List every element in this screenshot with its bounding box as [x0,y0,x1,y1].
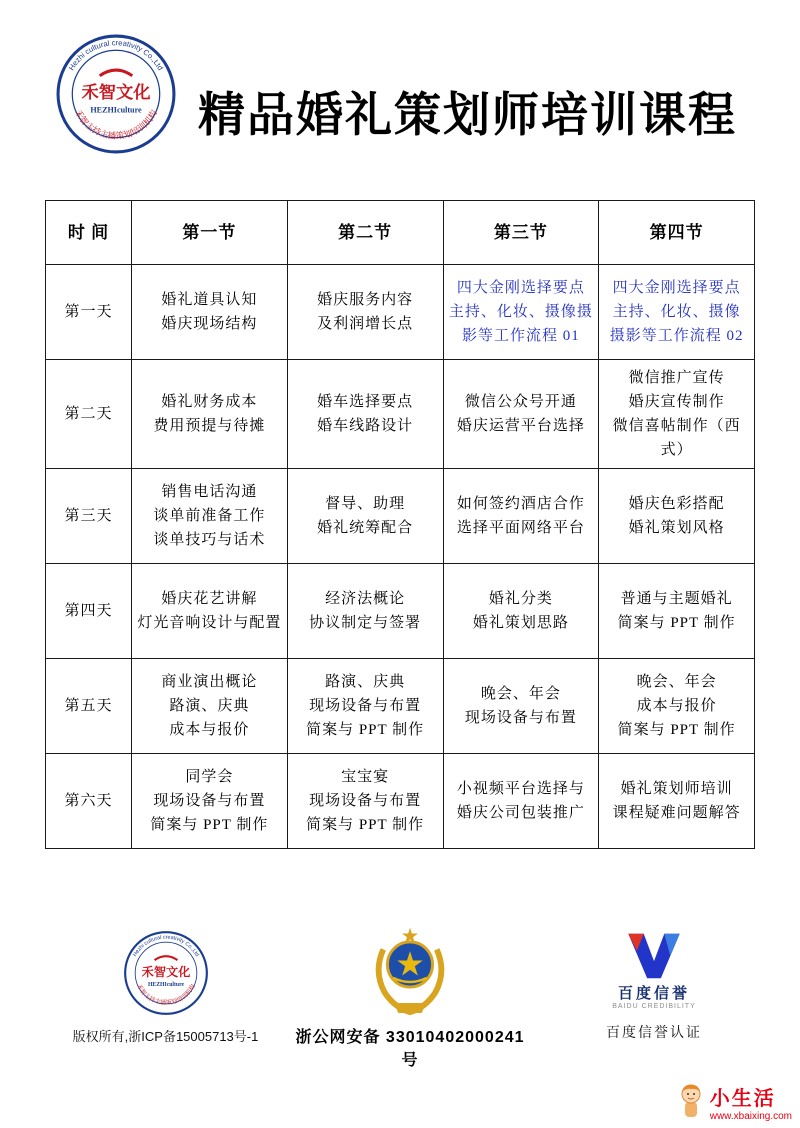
table-header-row [46,201,755,265]
baidu-certification-label: 百度信誉认证 [606,1026,702,1041]
footer-center-block [292,926,528,1070]
course-cell: 晚会、年会 现场设备与布置 [443,659,599,754]
course-cell: 四大金刚选择要点 主持、化妆、摄像 摄影等工作流程 02 [599,265,755,360]
table-row [46,360,755,469]
svg-text:禾智主持主播策划培训机构: 禾智主持主播策划培训机构 [73,108,159,141]
icp-number: 版权所有,浙ICP备15005713号-1 [72,1029,259,1044]
table-row [46,265,755,360]
company-logo [55,33,177,155]
table-header-cell: 第二节 [287,201,443,265]
page-title: 精品婚礼策划师培训课程 [198,88,737,141]
police-badge-icon [366,926,454,1018]
watermark-site-name: 小生活 [709,1088,776,1110]
footer-right-block [578,932,730,1042]
day-label: 第一天 [46,265,132,360]
table-header-cell: 第四节 [599,201,755,265]
course-cell: 四大金刚选择要点 主持、化妆、摄像摄 影等工作流程 01 [443,265,599,360]
footer-company-logo [123,930,209,1016]
footer [0,926,800,1069]
table-row [46,469,755,564]
table-row [46,659,755,754]
baidu-credibility-subtitle: BAIDU CREDIBILITY [612,1003,696,1010]
course-cell: 如何签约酒店合作 选择平面网络平台 [443,469,599,564]
course-cell: 微信推广宣传 婚庆宣传制作 微信喜帖制作（西式） [599,360,755,469]
footer-left-block [68,930,263,1045]
course-cell: 经济法概论 协议制定与签署 [287,564,443,659]
site-watermark [676,1082,792,1122]
course-cell: 督导、助理 婚礼统筹配合 [287,469,443,564]
course-cell: 婚礼道具认知 婚庆现场结构 [132,265,288,360]
course-cell: 宝宝宴 现场设备与布置 简案与 PPT 制作 [287,754,443,849]
table-header-cell: 第一节 [132,201,288,265]
course-cell: 婚礼分类 婚礼策划思路 [443,564,599,659]
course-cell: 小视频平台选择与 婚庆公司包装推广 [443,754,599,849]
svg-text:HEZHIculture: HEZHIculture [147,981,184,988]
course-cell: 婚礼策划师培训 课程疑难问题解答 [599,754,755,849]
course-cell: 微信公众号开通 婚庆运营平台选择 [443,360,599,469]
course-cell: 商业演出概论 路演、庆典 成本与报价 [132,659,288,754]
svg-text:禾智主持主播策划培训机构: 禾智主持主播策划培训机构 [134,983,197,1007]
svg-text:禾智文化: 禾智文化 [81,83,151,103]
course-cell: 普通与主题婚礼 简案与 PPT 制作 [599,564,755,659]
course-cell: 婚庆色彩搭配 婚礼策划风格 [599,469,755,564]
day-label: 第四天 [46,564,132,659]
course-cell: 婚礼财务成本 费用预提与待摊 [132,360,288,469]
day-label: 第五天 [46,659,132,754]
course-cell: 婚庆花艺讲解 灯光音响设计与配置 [132,564,288,659]
course-cell: 婚庆服务内容 及利润增长点 [287,265,443,360]
table-body [46,265,755,849]
police-record-number: 浙公网安备 33010402000241号 [295,1029,525,1069]
course-cell: 路演、庆典 现场设备与布置 简案与 PPT 制作 [287,659,443,754]
day-label: 第二天 [46,360,132,469]
baidu-credibility-icon [626,932,682,980]
mascot-icon [676,1082,706,1122]
course-cell: 销售电话沟通 谈单前准备工作 谈单技巧与话术 [132,469,288,564]
svg-text:禾智文化: 禾智文化 [141,964,190,979]
day-label: 第三天 [46,469,132,564]
svg-text:Hezhi cultural creativity Co.,: Hezhi cultural creativity Co.,Ltd [66,38,166,72]
baidu-credibility-title: 百度信誉 [617,985,690,1002]
table-row [46,754,755,849]
svg-text:HEZHIculture: HEZHIculture [90,105,142,115]
svg-text:Hezhi cultural creativity Co.,: Hezhi cultural creativity Co.,Ltd [131,934,200,958]
course-table [45,200,755,849]
table-header-cell: 第三节 [443,201,599,265]
watermark-site-url: www.xbaixing.com [709,1111,792,1122]
watermark-text-block [710,1082,792,1122]
table-header-cell: 时 间 [46,201,132,265]
course-cell: 婚车选择要点 婚车线路设计 [287,360,443,469]
course-cell: 晚会、年会 成本与报价 简案与 PPT 制作 [599,659,755,754]
day-label: 第六天 [46,754,132,849]
course-cell: 同学会 现场设备与布置 简案与 PPT 制作 [132,754,288,849]
table-row [46,564,755,659]
